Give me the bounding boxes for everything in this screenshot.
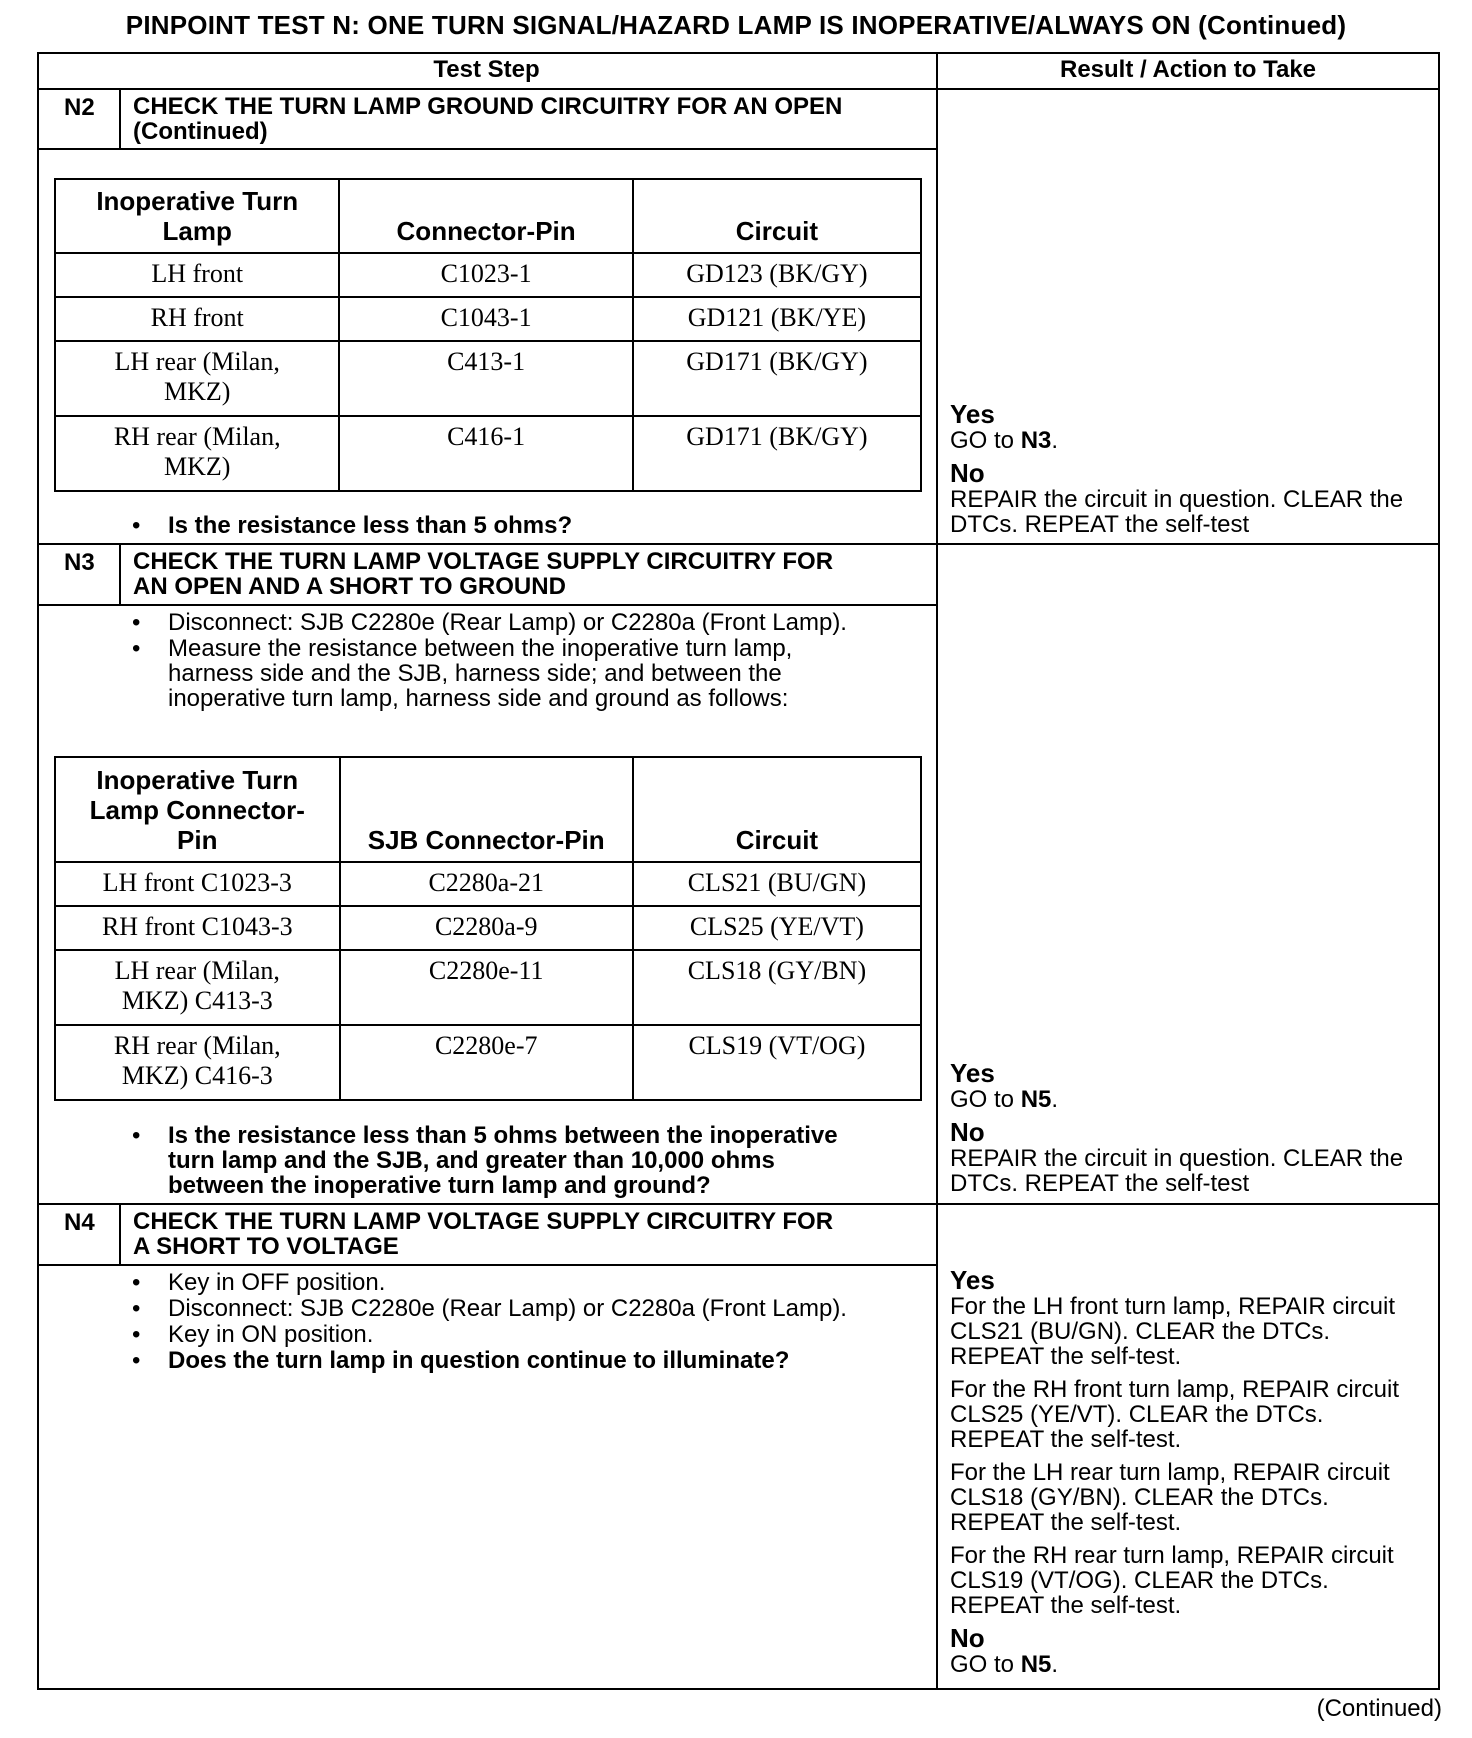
n3-yes-step: N5 [1020, 1086, 1052, 1113]
n4-yes-lh-rear: For the LH rear turn lamp, REPAIR circuit CLS18 (GY/BN). CLEAR the DTCs. REPEAT the self-test. [950, 1459, 1390, 1536]
row-divider-n3-n4 [37, 1203, 1440, 1205]
n2-connector-table [54, 178, 922, 492]
n4-bullet-2: • Disconnect: SJB C2280e (Rear Lamp) or C2280a (Front Lamp). [132, 1295, 847, 1322]
table-row: LH rear (Milan, MKZ) C413-1 GD171 (BK/GY) [55, 341, 921, 416]
n4-bullet-1: • Key in OFF position. [132, 1269, 386, 1296]
n2-yes-label: Yes [950, 399, 995, 429]
n3-col-sjb: SJB Connector-Pin [340, 757, 633, 862]
column-divider [936, 52, 938, 1690]
header-divider [37, 88, 1440, 90]
header-test-step: Test Step [433, 56, 540, 83]
n4-yes-rh-front: For the RH front turn lamp, REPAIR circuit CLS25 (YE/VT). CLEAR the DTCs. REPEAT the self-test. [950, 1376, 1400, 1453]
step-title-divider [37, 1264, 937, 1266]
n3-no-label: No [950, 1117, 985, 1147]
table-row: RH front C1043-3 C2280a-9 CLS25 (YE/VT) [55, 906, 921, 950]
table-row: LH front C1023-3 C2280a-21 CLS21 (BU/GN) [55, 862, 921, 906]
step-id-n3: N3 [64, 549, 95, 576]
table-row: RH rear (Milan, MKZ) C416-1 GD171 (BK/GY) [55, 416, 921, 491]
n3-bullet-2: • Measure the resistance between the inoperative turn lamp, harness side and the SJB, harness side; and between the inoperative turn lamp, harness side and ground as follows: [132, 635, 793, 712]
n3-result: Yes GO to N5. No REPAIR the circuit in question. CLEAR the DTCs. REPEAT the self-test [950, 1059, 1438, 1196]
step-id-divider [119, 1205, 121, 1265]
n2-col-circuit: Circuit [633, 179, 921, 253]
table-row: RH rear (Milan, MKZ) C416-3 C2280e-7 CLS19 (VT/OG) [55, 1025, 921, 1100]
n2-question: • Is the resistance less than 5 ohms? [132, 512, 573, 539]
n3-question: • Is the resistance less than 5 ohms between the inoperative turn lamp and the SJB, and greater than 10,000 ohms between the inoperative turn lamp and ground? [132, 1122, 838, 1199]
step-title-n2: CHECK THE TURN LAMP GROUND CIRCUITRY FOR AN OPEN (Continued) [133, 93, 843, 145]
continued-label: (Continued) [1316, 1695, 1442, 1722]
n2-yes-step: N3 [1020, 427, 1052, 454]
n4-yes-label: Yes [950, 1265, 995, 1295]
step-id-n4: N4 [64, 1209, 95, 1236]
table-row: LH rear (Milan, MKZ) C413-3 C2280e-11 CLS18 (GY/BN) [55, 950, 921, 1025]
n4-yes-lh-front: For the LH front turn lamp, REPAIR circuit CLS21 (BU/GN). CLEAR the DTCs. REPEAT the self-test. [950, 1293, 1396, 1370]
n3-col-circuit: Circuit [633, 757, 921, 862]
header-result: Result / Action to Take [1059, 56, 1317, 83]
n4-bullet-3: • Key in ON position. [132, 1321, 374, 1348]
n2-no-label: No [950, 458, 985, 488]
n4-no-label: No [950, 1623, 985, 1653]
n3-connector-table [54, 756, 922, 1101]
table-row: LH front C1023-1 GD123 (BK/GY) [55, 253, 921, 297]
n2-col-lamp: Inoperative Turn Lamp [55, 179, 339, 253]
table-row: RH front C1043-1 GD121 (BK/YE) [55, 297, 921, 341]
step-id-divider [119, 90, 121, 150]
page-title: PINPOINT TEST N: ONE TURN SIGNAL/HAZARD LAMP IS INOPERATIVE/ALWAYS ON (Continued) [125, 10, 1347, 40]
n2-col-connector: Connector-Pin [339, 179, 632, 253]
step-title-n4: CHECK THE TURN LAMP VOLTAGE SUPPLY CIRCUITRY FOR A SHORT TO VOLTAGE [133, 1208, 834, 1260]
step-title-divider [37, 148, 937, 150]
n2-result: Yes GO to N3. No REPAIR the circuit in question. CLEAR the DTCs. REPEAT the self-test [950, 400, 1438, 537]
n4-yes-rh-rear: For the RH rear turn lamp, REPAIR circuit CLS19 (VT/OG). CLEAR the DTCs. REPEAT the self-test. [950, 1542, 1394, 1619]
n4-no-step: N5 [1020, 1651, 1052, 1678]
row-divider-n2-n3 [37, 543, 1440, 545]
n3-yes-label: Yes [950, 1058, 995, 1088]
n3-bullet-1: • Disconnect: SJB C2280e (Rear Lamp) or C2280a (Front Lamp). [132, 609, 847, 636]
step-id-divider [119, 545, 121, 605]
step-id-n2: N2 [64, 94, 95, 121]
n3-col-lamp: Inoperative Turn Lamp Connector-Pin [55, 757, 340, 862]
step-title-n3: CHECK THE TURN LAMP VOLTAGE SUPPLY CIRCUITRY FOR AN OPEN AND A SHORT TO GROUND [133, 548, 834, 600]
step-title-divider [37, 604, 937, 606]
n4-question: • Does the turn lamp in question continue to illuminate? [132, 1347, 790, 1374]
n4-result: Yes For the LH front turn lamp, REPAIR circuit CLS21 (BU/GN). CLEAR the DTCs. REPEAT the self-test. For the RH front turn lamp, REPAIR circuit CLS25 (YE/VT). CLEAR the DTCs. REPEAT the self-test. For the LH rear turn lamp, REPAIR circuit CLS18 (GY/BN). CLEAR the DTCs. REPEAT the self-test. For the RH rear turn lamp, REPAIR circuit CLS19 (VT/OG). CLEAR the DTCs. REPEAT the self-test. No GO to N5. [950, 1266, 1438, 1677]
